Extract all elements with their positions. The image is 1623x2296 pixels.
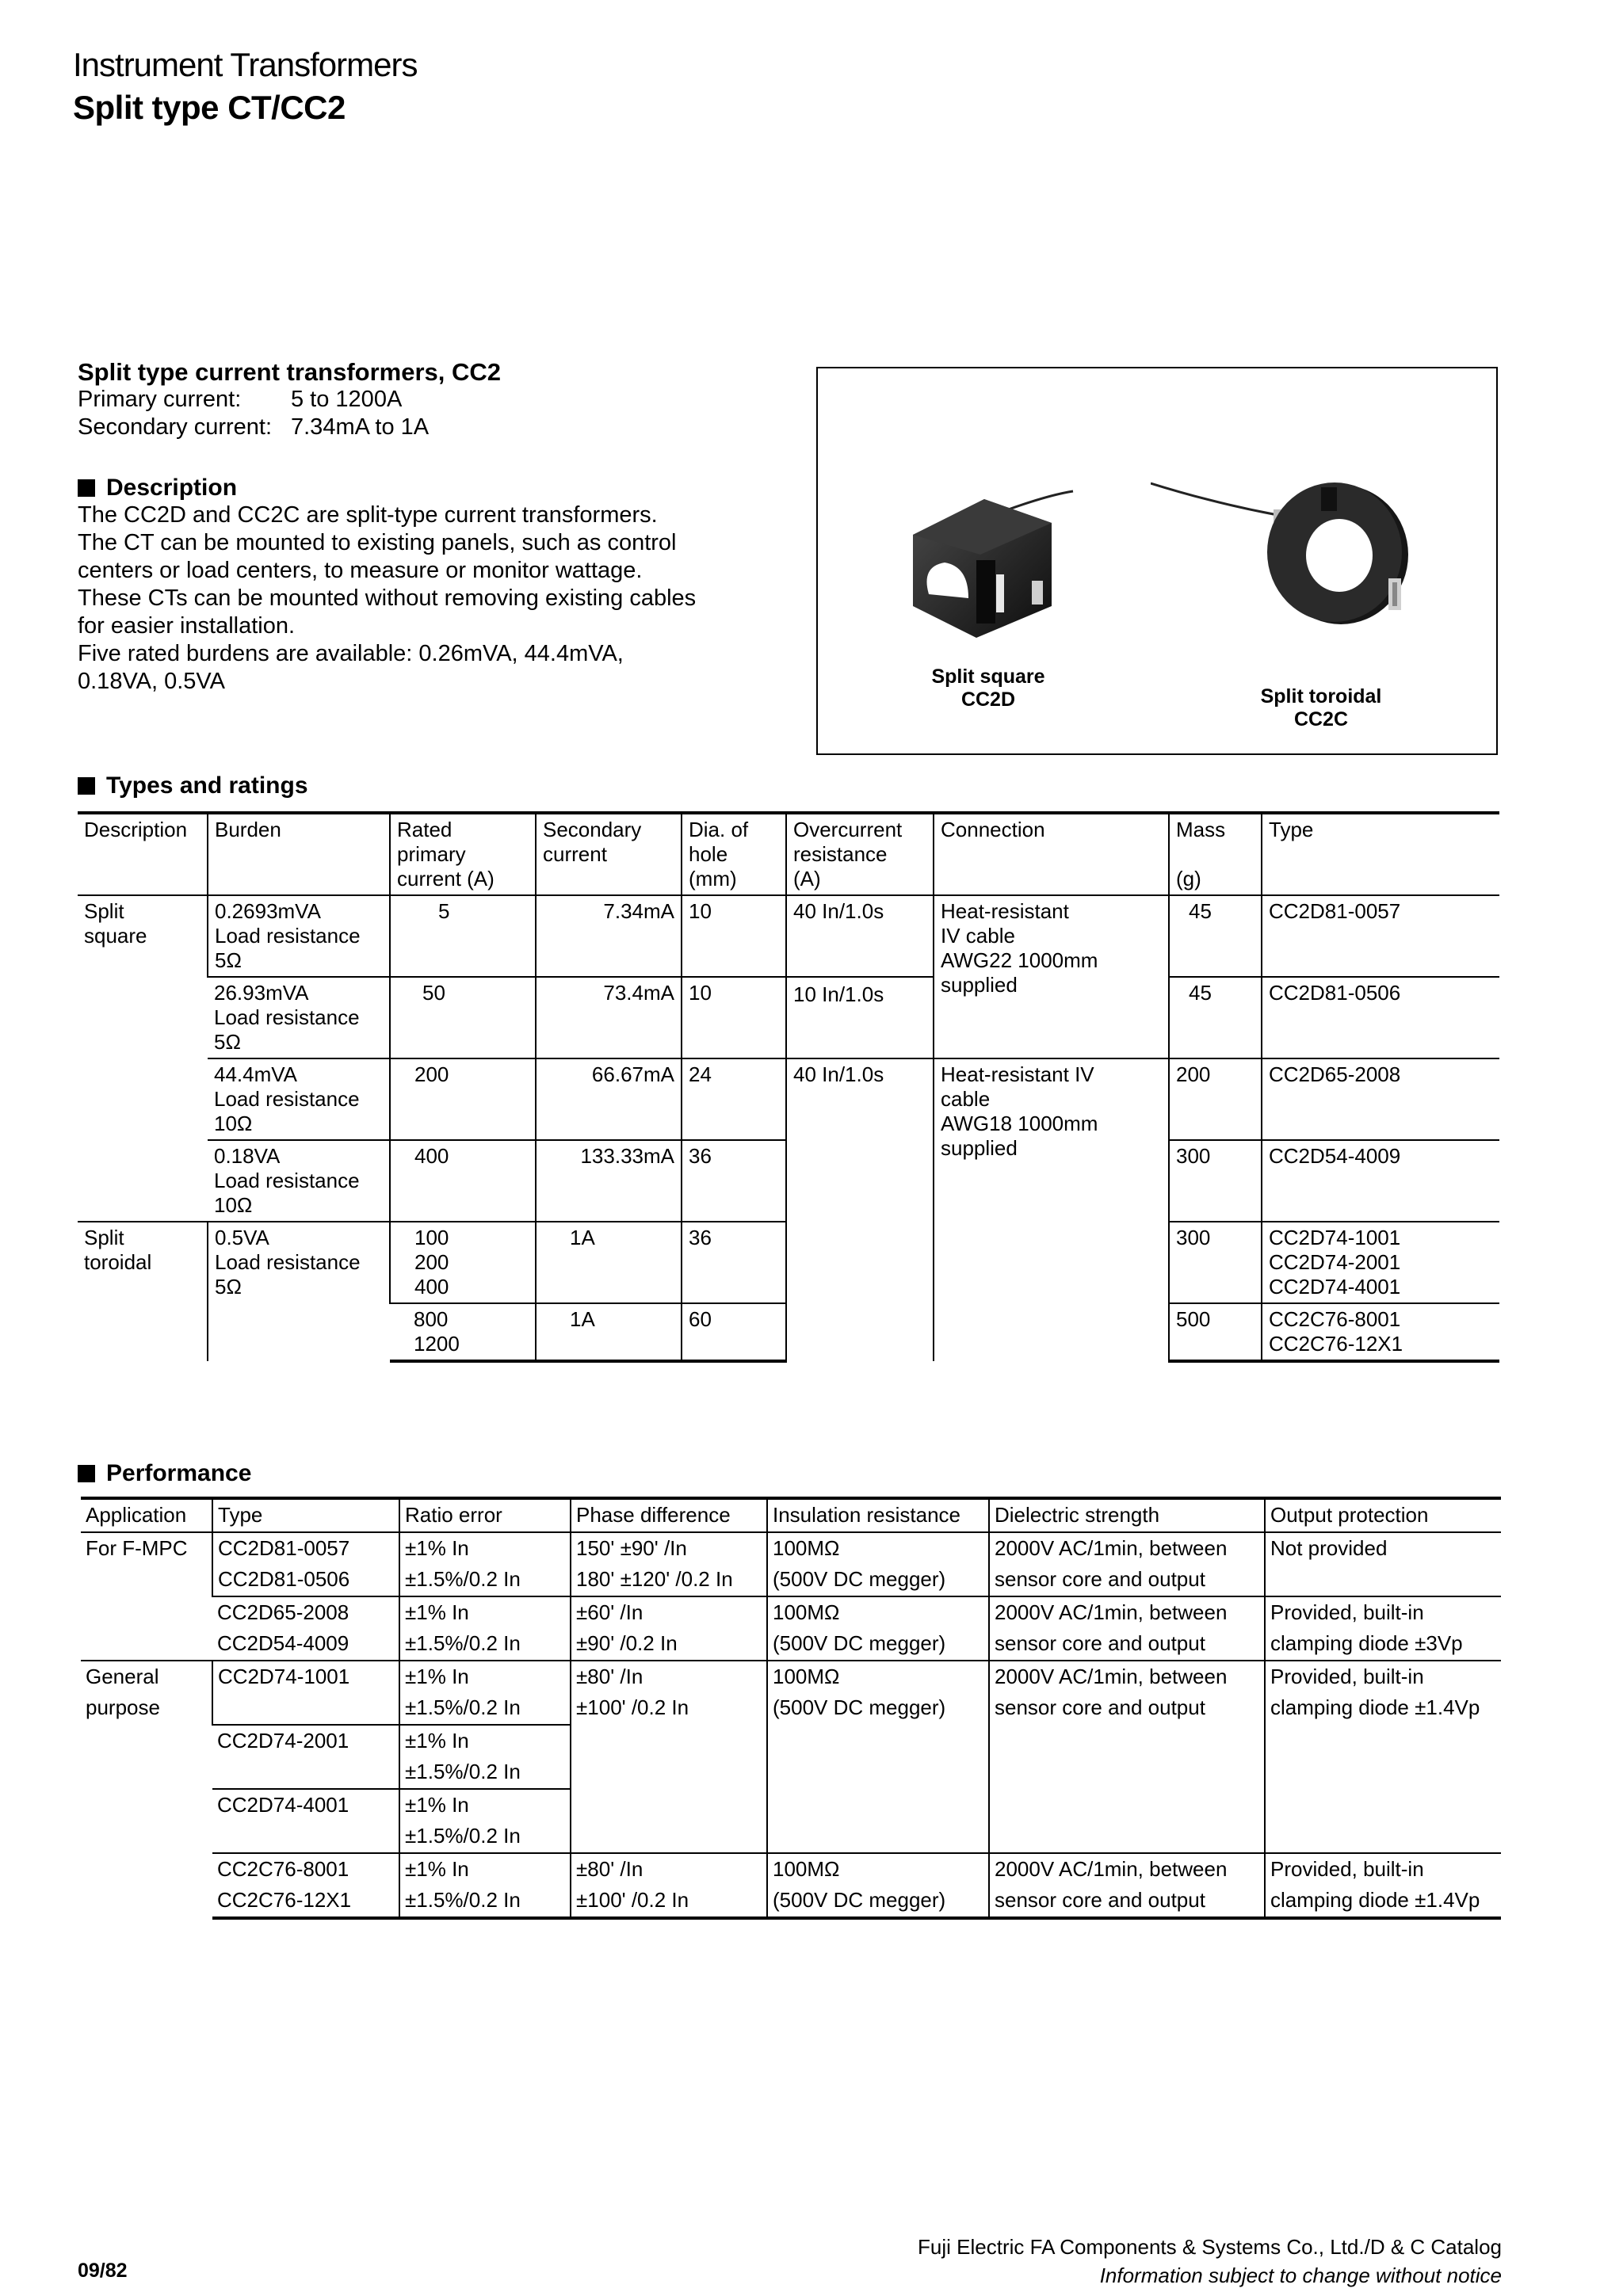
connection-cell-awg18: Heat-resistant IV cable AWG18 1000mm supplied <box>934 1058 1169 1361</box>
bullet-square-icon <box>78 777 95 795</box>
rated-cell: 50 <box>390 977 536 1058</box>
bullet-square-icon <box>78 1465 95 1482</box>
split-toroidal-caption <box>1222 685 1420 731</box>
primary-current-value: 5 to 1200A <box>291 387 403 412</box>
overcurrent-cell: 40 In/1.0s <box>786 1058 934 1361</box>
description-heading <box>78 474 791 502</box>
secondary-cell: 66.67mA <box>536 1058 682 1140</box>
type-cell: CC2C76-8001 CC2C76-12X1 <box>1262 1303 1499 1361</box>
phase-cell: ±60' /In ±90' /0.2 In <box>571 1596 767 1661</box>
header-connection: Connection <box>934 813 1169 895</box>
secondary-cell: 133.33mA <box>536 1140 682 1222</box>
types-ratings-table <box>78 811 1499 1363</box>
table-row <box>81 1532 1501 1596</box>
product-photo-box <box>816 367 1498 755</box>
header-output-protection: Output protection <box>1265 1498 1501 1532</box>
phase-cell: 150' ±90' /In 180' ±120' /0.2 In <box>571 1532 767 1596</box>
mass-cell: 200 <box>1169 1058 1262 1140</box>
rated-cell: 100 200 400 <box>390 1222 536 1303</box>
header-phase-difference: Phase difference <box>571 1498 767 1532</box>
header-burden: Burden <box>208 813 390 895</box>
output-cell: Provided, built-in clamping diode ±3Vp <box>1265 1596 1501 1661</box>
type-cell: CC2D74-1001 <box>212 1661 399 1725</box>
ratio-cell: ±1% In ±1.5%/0.2 In <box>399 1532 571 1596</box>
primary-current-label: Primary current: <box>78 387 242 412</box>
table-row <box>81 1853 1501 1918</box>
output-cell: Provided, built-in clamping diode ±1.4Vp <box>1265 1853 1501 1918</box>
performance-heading-text: Performance <box>106 1460 252 1486</box>
ratio-cell: ±1% In ±1.5%/0.2 In <box>399 1596 571 1661</box>
burden-cell: 0.5VA Load resistance 5Ω <box>208 1222 390 1361</box>
type-cell: CC2D81-0057 <box>1262 895 1499 977</box>
secondary-current-label: Secondary current: <box>78 414 273 440</box>
output-cell: Not provided <box>1265 1532 1501 1596</box>
secondary-cell: 1A <box>536 1303 682 1361</box>
category-title: Instrument Transformers <box>73 46 418 83</box>
dielectric-cell: 2000V AC/1min, between sensor core and output <box>989 1661 1265 1853</box>
ratio-cell: ±1% In ±1.5%/0.2 In <box>399 1789 571 1853</box>
header-application: Application <box>81 1498 212 1532</box>
performance-heading <box>78 1460 251 1487</box>
insulation-cell: 100MΩ (500V DC megger) <box>767 1596 989 1661</box>
dielectric-cell: 2000V AC/1min, between sensor core and output <box>989 1596 1265 1661</box>
dia-cell: 36 <box>682 1222 786 1303</box>
performance-table <box>81 1497 1501 1920</box>
ratio-cell: ±1% In ±1.5%/0.2 In <box>399 1661 571 1725</box>
type-cell: CC2D54-4009 <box>1262 1140 1499 1222</box>
mass-cell: 45 <box>1169 977 1262 1058</box>
dia-cell: 24 <box>682 1058 786 1140</box>
table-row <box>78 977 1499 1058</box>
mass-cell: 500 <box>1169 1303 1262 1361</box>
table-row <box>81 1661 1501 1725</box>
intro-heading: Split type current transformers, CC2 <box>78 358 502 386</box>
split-toroidal-caption-line1: Split toroidal <box>1260 685 1382 707</box>
mass-cell: 300 <box>1169 1222 1262 1303</box>
split-square-ct-image <box>865 487 1103 662</box>
split-square-caption <box>897 666 1079 711</box>
dia-cell: 60 <box>682 1303 786 1361</box>
desc-split-square: Split square <box>84 899 147 948</box>
type-cell: CC2D65-2008 <box>1262 1058 1499 1140</box>
phase-cell: ±80' /In ±100' /0.2 In <box>571 1661 767 1853</box>
bullet-square-icon <box>78 479 95 497</box>
type-cell: CC2D74-4001 <box>212 1789 399 1853</box>
dielectric-cell: 2000V AC/1min, between sensor core and output <box>989 1532 1265 1596</box>
split-square-caption-line1: Split square <box>931 666 1045 688</box>
notice-text: Information subject to change without notice <box>1099 2264 1502 2287</box>
header-description: Description <box>78 813 208 895</box>
dia-cell: 36 <box>682 1140 786 1222</box>
description-heading-text: Description <box>106 475 238 501</box>
header-mass: Mass (g) <box>1169 813 1262 895</box>
types-heading-text: Types and ratings <box>106 772 308 799</box>
table-header-row <box>78 813 1499 895</box>
description-line: These CTs can be mounted without removing existing cables <box>78 585 697 611</box>
desc-split-toroidal: Split toroidal <box>78 1222 208 1361</box>
type-cell: CC2D81-0057 CC2D81-0506 <box>212 1532 399 1596</box>
description-line: centers or load centers, to measure or monitor wattage. <box>78 558 643 583</box>
secondary-cell: 7.34mA <box>536 895 682 977</box>
company-name: Fuji Electric FA Components & Systems Co., Ltd./D & C Catalog <box>918 2235 1502 2259</box>
description-line: for easier installation. <box>78 613 296 639</box>
header-ratio-error: Ratio error <box>399 1498 571 1532</box>
rated-cell: 400 <box>390 1140 536 1222</box>
description-line: 0.18VA, 0.5VA <box>78 669 225 694</box>
dia-cell: 10 <box>682 977 786 1058</box>
table-row <box>81 1596 1501 1661</box>
split-square-caption-line2: CC2D <box>960 688 1016 711</box>
output-cell: Provided, built-in clamping diode ±1.4Vp <box>1265 1661 1501 1853</box>
header-hole-diameter: Dia. of hole (mm) <box>682 813 786 895</box>
secondary-cell: 73.4mA <box>536 977 682 1058</box>
overcurrent-cell: 10 In/1.0s <box>786 977 934 1058</box>
insulation-cell: 100MΩ (500V DC megger) <box>767 1532 989 1596</box>
secondary-current-value: 7.34mA to 1A <box>291 414 430 440</box>
burden-cell: 26.93mVA Load resistance 5Ω <box>208 977 390 1058</box>
secondary-current-row <box>78 414 791 441</box>
mass-cell: 45 <box>1169 895 1262 977</box>
dielectric-cell: 2000V AC/1min, between sensor core and output <box>989 1853 1265 1918</box>
rated-cell: 200 <box>390 1058 536 1140</box>
table-row <box>78 895 1499 977</box>
burden-cell: 0.2693mVA Load resistance 5Ω <box>208 895 390 977</box>
description-line: The CT can be mounted to existing panels, such as control <box>78 530 677 555</box>
split-toroidal-ct-image <box>1151 479 1452 638</box>
product-title: Split type CT/CC2 <box>73 89 346 126</box>
insulation-cell: 100MΩ (500V DC megger) <box>767 1661 989 1853</box>
footer-company <box>918 2233 1502 2290</box>
header-insulation-resistance: Insulation resistance <box>767 1498 989 1532</box>
application-cell: For F-MPC <box>81 1532 212 1661</box>
type-cell: CC2D74-2001 <box>212 1725 399 1789</box>
header-dielectric-strength: Dielectric strength <box>989 1498 1265 1532</box>
header-type: Type <box>212 1498 399 1532</box>
header-type: Type <box>1262 813 1499 895</box>
overcurrent-cell: 40 In/1.0s <box>786 895 934 977</box>
split-toroidal-caption-line2: CC2C <box>1293 708 1349 730</box>
insulation-cell: 100MΩ (500V DC megger) <box>767 1853 989 1918</box>
burden-cell: 0.18VA Load resistance 10Ω <box>208 1140 390 1222</box>
ratio-cell: ±1% In ±1.5%/0.2 In <box>399 1725 571 1789</box>
table-row <box>78 1058 1499 1140</box>
connection-cell-awg22: Heat-resistant IV cable AWG22 1000mm supplied <box>934 895 1169 1058</box>
intro-block <box>78 358 791 441</box>
phase-cell: ±80' /In ±100' /0.2 In <box>571 1853 767 1918</box>
dia-cell: 10 <box>682 895 786 977</box>
description-block <box>78 474 791 696</box>
table-header-row <box>81 1498 1501 1532</box>
header-overcurrent: Overcurrent resistance (A) <box>786 813 934 895</box>
type-cell: CC2C76-8001 CC2C76-12X1 <box>212 1853 399 1918</box>
page-number: 09/82 <box>78 2260 128 2282</box>
rated-cell: 5 <box>390 895 536 977</box>
type-cell: CC2D74-1001 CC2D74-2001 CC2D74-4001 <box>1262 1222 1499 1303</box>
secondary-cell: 1A <box>536 1222 682 1303</box>
application-cell: General purpose <box>86 1664 160 1719</box>
description-line: Five rated burdens are available: 0.26mVA, 44.4mVA, <box>78 641 624 666</box>
description-line: The CC2D and CC2C are split-type current transformers. <box>78 502 658 528</box>
type-cell: CC2D65-2008 CC2D54-4009 <box>212 1596 399 1661</box>
rated-cell: 800 1200 <box>390 1303 536 1361</box>
mass-cell: 300 <box>1169 1140 1262 1222</box>
ratio-cell: ±1% In ±1.5%/0.2 In <box>399 1853 571 1918</box>
header-secondary-current: Secondary current <box>536 813 682 895</box>
burden-cell: 44.4mVA Load resistance 10Ω <box>208 1058 390 1140</box>
types-heading <box>78 772 308 799</box>
type-cell: CC2D81-0506 <box>1262 977 1499 1058</box>
header-rated-current: Rated primary current (A) <box>390 813 536 895</box>
primary-current-row <box>78 386 791 414</box>
